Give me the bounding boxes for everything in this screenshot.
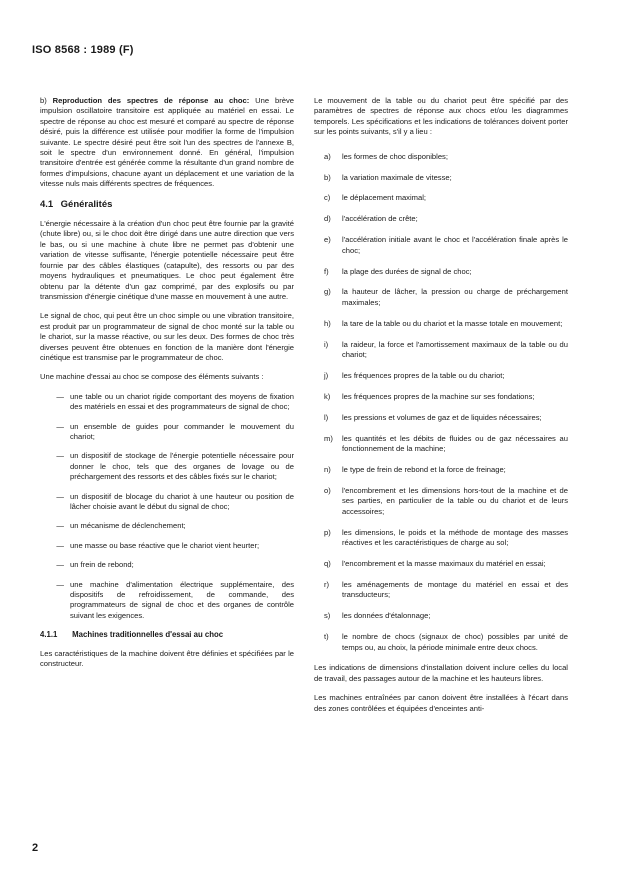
dash-mark: —	[56, 391, 64, 401]
list-item-text: le nombre de chocs (signaux de choc) possibles par unité de temps ou, au choix, la période minimale entre deux chocs.	[342, 632, 568, 652]
list-item	[40, 492, 294, 513]
list-item	[314, 465, 568, 475]
list-item-text: l'accélération de crête;	[342, 214, 418, 224]
list-item-text: les formes de choc disponibles;	[342, 151, 448, 161]
list-item-text: un dispositif de stockage de l'énergie potentielle nécessaire pour donner le choc, tels que des organes de lovage ou de préchargement des ressorts et des câbles fixés sur le chariot;	[70, 451, 294, 482]
list-item-label: n)	[324, 465, 331, 475]
list-item-text: les données d'étalonnage;	[342, 611, 431, 621]
list-item	[314, 371, 568, 381]
list-item	[314, 267, 568, 277]
list-item-text: les fréquences propres de la machine sur ses fondations;	[342, 391, 535, 401]
list-item	[314, 528, 568, 549]
list-item-text: un frein de rebond;	[70, 560, 134, 570]
list-item-text: la tare de la table ou du chariot et la masse totale en mouvement;	[342, 318, 563, 328]
list-item	[314, 632, 568, 653]
specification-list	[314, 152, 568, 653]
right-column	[314, 96, 568, 723]
dash-mark: —	[56, 540, 64, 550]
list-item	[314, 235, 568, 256]
list-item-text: la raideur, la force et l'amortissement maximaux de la table ou du chariot;	[342, 339, 568, 360]
paragraph-energy: L'énergie nécessaire à la création d'un choc peut être fournie par la gravité (chute libre) ou, si le choc doit être dirigé dans une autre direction que vers le bas, ou si une machine à chute libre ne permet pas d'obtenir une variation de vitesse suffisante, l'énergie potentielle nécessaire peut être fournie par des câbles élastiques (catapulte), des ressorts ou par des moyens hydrauliques et pneumatiques. Le choc peut également être obtenu par la détente d'un gaz comprimé, par des explosifs ou par transmission d'énergie cinétique d'une masse en mouvement à une autre.	[40, 219, 294, 301]
list-item-label: h)	[324, 318, 331, 328]
paragraph-characteristics: Les caractéristiques de la machine doivent être définies et spécifiées par le constructeur.	[40, 648, 294, 669]
list-item-text: un mécanisme de déclenchement;	[70, 521, 186, 531]
section-number: 4.1	[40, 198, 54, 210]
list-item-label: q)	[324, 558, 331, 568]
list-item-label: d)	[324, 214, 331, 224]
list-item	[314, 434, 568, 455]
list-item-text: une machine d'alimentation électrique supplémentaire, des dispositifs de refroidissement, de commande, des programmateurs de signal de choc et des organes de contrôle suivant les exigences.	[70, 579, 294, 620]
list-item-label: c)	[324, 193, 331, 203]
list-item-label: k)	[324, 391, 331, 401]
list-item-text: une table ou un chariot rigide comportant des moyens de fixation des matériels en essai et des programmateurs de signal de choc;	[70, 391, 294, 412]
list-item-label: g)	[324, 287, 331, 297]
list-item	[40, 422, 294, 443]
subsection-number: 4.1.1	[40, 630, 58, 640]
list-item	[314, 214, 568, 224]
list-item-label: p)	[324, 527, 331, 537]
list-item	[314, 287, 568, 308]
section-heading-4-1	[40, 200, 294, 210]
paragraph-b	[40, 96, 294, 190]
paragraph-b-heading: Reproduction des spectres de réponse au choc:	[52, 96, 250, 105]
list-item	[314, 392, 568, 402]
list-item-text: un dispositif de blocage du chariot à une hauteur ou position de lâcher choisie avant le début du signal de choc;	[70, 491, 294, 511]
paragraph-movement-intro: Le mouvement de la table ou du chariot peut être spécifié par des paramètres de spectres de réponse aux chocs et/ou les diagrammes temporels. Les spécifications et les indications de tolérances doivent porter sur les points suivants, s'il y a lieu :	[314, 96, 568, 137]
paragraph-canon: Les machines entraînées par canon doivent être installées à l'écart dans des zones contrôlées et équipées d'enceintes anti-	[314, 693, 568, 713]
section-title: Généralités	[60, 198, 113, 210]
list-item-label: l)	[324, 412, 329, 422]
left-column	[40, 96, 294, 678]
list-item-label: s)	[324, 611, 331, 621]
list-item	[40, 521, 294, 531]
paragraph-components-intro: Une machine d'essai au choc se compose des éléments suivants :	[40, 372, 264, 382]
list-item-text: les fréquences propres de la table ou du chariot;	[342, 371, 505, 380]
list-item-label: r)	[324, 579, 330, 589]
list-item-text: les pressions et volumes de gaz et de liquides nécessaires;	[342, 412, 542, 422]
list-item-text: la hauteur de lâcher, la pression ou charge de préchargement maximales;	[342, 287, 568, 307]
list-item	[314, 486, 568, 517]
list-item-label: e)	[324, 235, 331, 245]
list-item-text: l'accélération initiale avant le choc et l'accélération finale après le choc;	[342, 235, 568, 255]
list-item	[40, 451, 294, 482]
page-number: 2	[32, 842, 39, 854]
subsection-heading-4-1-1	[40, 630, 294, 640]
list-item-text: l'encombrement et la masse maximaux du matériel en essai;	[342, 558, 546, 568]
list-item-label: o)	[324, 485, 331, 495]
list-item-label: b)	[324, 172, 331, 182]
list-item	[314, 413, 568, 423]
list-item	[40, 580, 294, 622]
list-item-label: f)	[324, 266, 329, 276]
subsection-title: Machines traditionnelles d'essai au choc	[72, 630, 224, 640]
dash-mark: —	[56, 521, 64, 531]
list-item-text: la variation maximale de vitesse;	[342, 172, 452, 182]
paragraph-b-label: b)	[40, 96, 47, 105]
dash-mark: —	[56, 421, 64, 431]
list-item-text: un ensemble de guides pour commander le mouvement du chariot;	[70, 421, 294, 441]
list-item-label: m)	[324, 433, 333, 443]
list-item	[40, 392, 294, 413]
list-item	[314, 173, 568, 183]
list-item	[314, 319, 568, 329]
components-list	[40, 392, 294, 622]
list-item	[314, 611, 568, 621]
dash-mark: —	[56, 579, 64, 589]
paragraph-installation: Les indications de dimensions d'installation doivent inclure celles du local de travail, des passages autour de la machine et les hauteurs libres.	[314, 663, 568, 683]
list-item	[314, 152, 568, 162]
list-item-label: j)	[324, 371, 329, 380]
document-header: ISO 8568 : 1989 (F)	[32, 44, 134, 56]
list-item-text: les quantités et les débits de fluides ou de gaz nécessaires au fonctionnement de la machine;	[342, 433, 568, 454]
list-item-text: l'encombrement et les dimensions hors-tout de la machine et de ses parties, en particulier de la table ou du chariot et de leurs accessoires;	[342, 485, 568, 516]
list-item-text: les dimensions, le poids et la méthode de montage des masses réactives et les caractéristiques de charge au sol;	[342, 527, 568, 548]
list-item-label: i)	[324, 339, 329, 349]
list-item-text: une masse ou base réactive que le chariot vient heurter;	[70, 540, 260, 550]
paragraph-b-text: Une brève impulsion oscillatoire transitoire est appliquée au matériel en essai. Le spectre de réponse au choc est mesuré et comparé au spectre de réponse désiré, puis la différence est utilisée pour modifier la forme de l'impulsion suivante. Le spectre désiré peut être soit l'un des spectres de l'annexe B, soit le spectre d'un environnement donné. En général, l'impulsion transitoire d'entrée est générée comme la résultante d'un grand nombre de formes d'impulsions, chacune ayant un déplacement et une variation de la vitesse nuls mais différents spectres de fréquences.	[40, 96, 294, 189]
list-item	[314, 580, 568, 601]
dash-mark: —	[56, 451, 64, 461]
list-item	[314, 193, 568, 203]
dash-mark: —	[56, 560, 64, 570]
list-item-label: t)	[324, 632, 329, 642]
list-item-text: les aménagements de montage du matériel en essai et des transducteurs;	[342, 579, 568, 600]
list-item	[314, 340, 568, 361]
list-item-label: a)	[324, 151, 331, 161]
list-item-text: la plage des durées de signal de choc;	[342, 266, 472, 276]
list-item	[40, 560, 294, 570]
list-item-text: le type de frein de rebond et la force de freinage;	[342, 465, 506, 475]
list-item	[314, 559, 568, 569]
dash-mark: —	[56, 491, 64, 501]
list-item	[40, 541, 294, 551]
paragraph-signal: Le signal de choc, qui peut être un choc simple ou une vibration transitoire, est produit par un programmateur de signal de choc monté sur la table ou le chariot, sur la masse réactive, ou sur les deux. Des formes de choc très diverses peuvent être obtenues en fonction de la manière dont l'énergie cinétique est transmise par le programmateur de choc.	[40, 311, 294, 362]
list-item-text: le déplacement maximal;	[342, 193, 426, 203]
